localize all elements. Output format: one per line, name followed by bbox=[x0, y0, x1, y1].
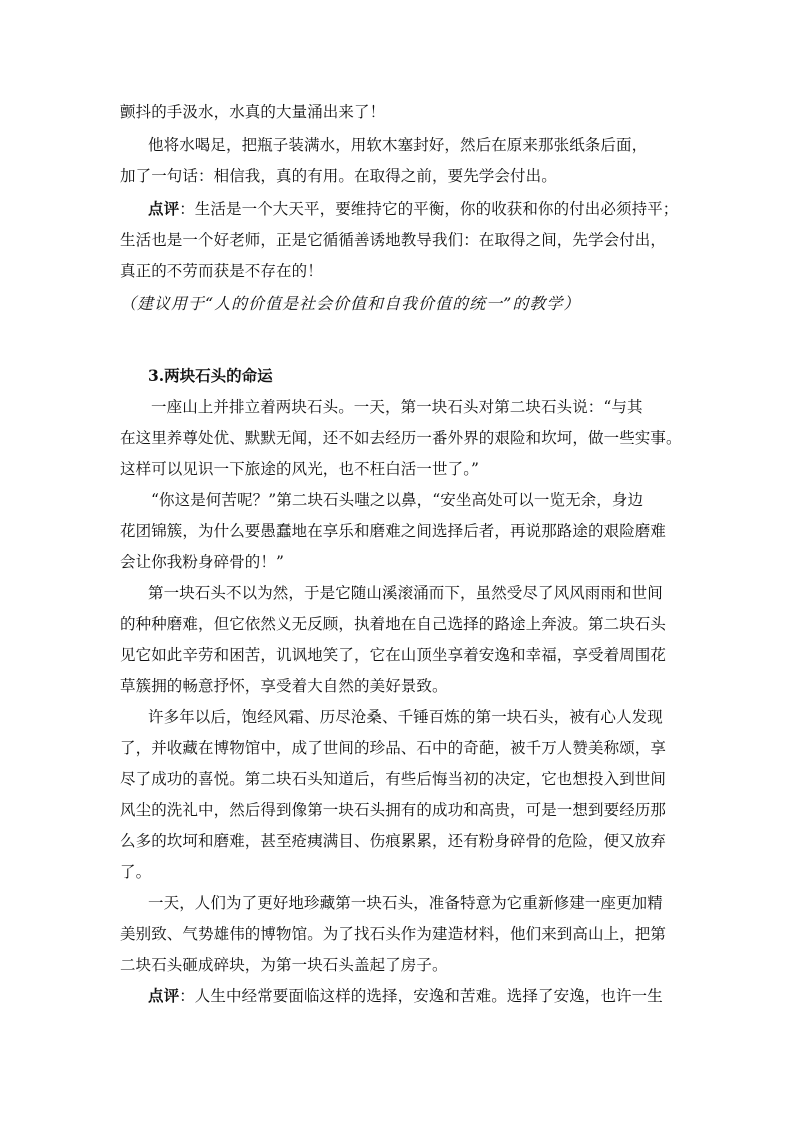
story-line: 许多年以后，饱经风霜、历尽沧桑、千锤百炼的第一块石头，被有心人发现 bbox=[148, 708, 663, 726]
paragraph-line: 加了一句话：相信我，真的有用。在取得之前，要先学会付出。 bbox=[120, 167, 557, 185]
story-line: 的种种磨难，但它依然义无反顾，执着地在自己选择的路途上奔波。第二块石头 bbox=[120, 615, 667, 633]
story-line: 了。 bbox=[120, 863, 152, 881]
story-line: 草簇拥的畅意抒怀，享受着大自然的美好景致。 bbox=[120, 677, 448, 695]
story-line: 见它如此辛劳和困苦，讥讽地笑了，它在山顶坐享着安逸和幸福，享受着周围花 bbox=[120, 646, 667, 664]
story-line: 第一块石头不以为然，于是它随山溪滚涌而下，虽然受尽了风风雨雨和世间 bbox=[148, 584, 663, 602]
paragraph-line: 颤抖的手汲水，水真的大量涌出来了！ bbox=[120, 103, 386, 121]
comment-label: 点评 bbox=[148, 986, 180, 1005]
comment-line bbox=[148, 985, 681, 1007]
comment-text: ：人生中经常要面临这样的选择，安逸和苦难。选择了安逸，也许一生 bbox=[179, 987, 663, 1005]
story-line: 尽了成功的喜悦。第二块石头知道后，有些后悔当初的决定，它也想投入到世间 bbox=[120, 770, 667, 788]
story-line: 在这里养尊处优、默默无闻，还不如去经历一番外界的艰险和坎坷，做一些实事。 bbox=[120, 429, 682, 447]
story-line: 一座山上并排立着两块石头。一天，第一块石头对第二块石头说：“与其 bbox=[151, 398, 643, 416]
story-line: 了，并收藏在博物馆中，成了世间的珍品、石中的奇葩，被千万人赞美称颂，享 bbox=[120, 739, 667, 757]
story-line: “你这是何苦呢？”第二块石头嗤之以鼻，“安坐高处可以一览无余，身边 bbox=[151, 491, 644, 509]
section-title: 3.两块石头的命运 bbox=[148, 366, 273, 385]
story-line: 风尘的洗礼中，然后得到像第一块石头拥有的成功和高贵，可是一想到要经历那 bbox=[120, 801, 667, 819]
comment-line bbox=[148, 198, 681, 220]
comment-line: 真正的不劳而获是不存在的！ bbox=[120, 262, 323, 280]
story-line: 一天，人们为了更好地珍藏第一块石头，准备特意为它重新修建一座更加精 bbox=[148, 894, 663, 912]
story-line: 美别致、气势雄伟的博物馆。为了找石头作为建造材料，他们来到高山上，把第 bbox=[120, 925, 667, 943]
comment-line: 生活也是一个好老师，正是它循循善诱地教导我们：在取得之间，先学会付出， bbox=[120, 231, 667, 249]
story-line: 会让你我粉身碎骨的！” bbox=[120, 553, 285, 571]
usage-note: （建议用于“人的价值是社会价值和自我价值的统一”的教学） bbox=[120, 294, 581, 313]
story-line: 这样可以见识一下旅途的风光，也不枉白活一世了。” bbox=[120, 460, 480, 478]
story-line: 二块石头砸成碎块，为第一块石头盖起了房子。 bbox=[120, 956, 448, 974]
comment-label: 点评 bbox=[148, 199, 180, 218]
paragraph-line: 他将水喝足，把瓶子装满水，用软木塞封好，然后在原来那张纸条后面， bbox=[148, 136, 648, 154]
story-line: 么多的坎坷和磨难，甚至疮痍满目、伤痕累累，还有粉身碎骨的危险，便又放弃 bbox=[120, 832, 667, 850]
story-line: 花团锦簇，为什么要愚蠢地在享乐和磨难之间选择后者，再说那路途的艰险磨难 bbox=[120, 522, 667, 540]
comment-text: ：生活是一个大天平，要维持它的平衡，你的收获和你的付出必须持平； bbox=[179, 200, 679, 218]
